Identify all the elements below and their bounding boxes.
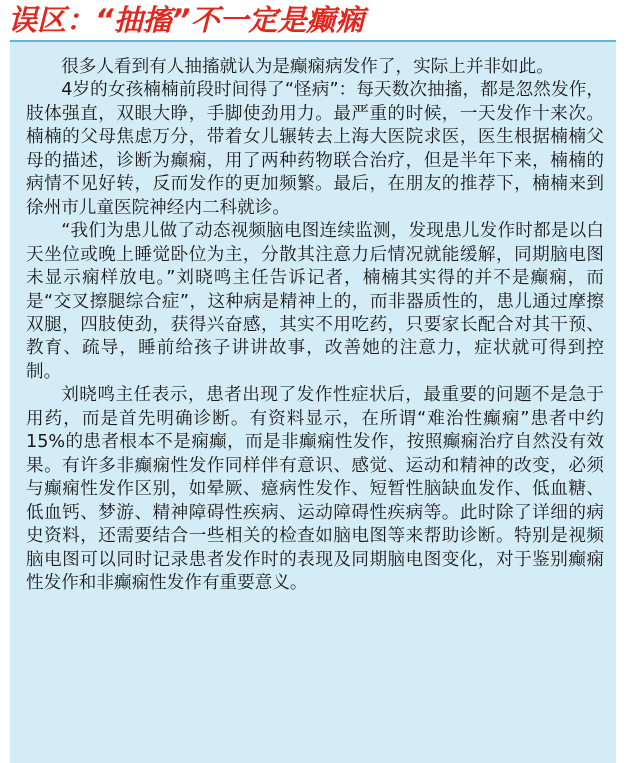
paragraph-intro: 很多人看到有人抽搐就认为是癫痫病发作了，实际上并非如此。 <box>61 57 554 77</box>
article-body <box>26 56 604 595</box>
paragraph-case: 4岁的女孩楠楠前段时间得了“怪病”：每天数次抽搐，都是忽然发作，肢体强直，双眼大睁，手脚使劲用力。最严重的时候，一天发作十来次。楠楠的父母焦虑万分，带着女儿辗转去上海大医院求医，医生根据楠楠父母的描述，诊断为癫痫，用了两种药物联合治疗，但是半年下来，楠楠的病情不见好转，反而发作的更加频繁。最后，在朋友的推荐下，楠楠来到徐州市儿童医院神经内二科就诊。 <box>26 80 604 218</box>
paragraph-advice: 刘晓鸣主任表示，患者出现了发作性症状后，最重要的问题不是急于用药，而是首先明确诊断。有资料显示，在所谓“难治性癫痫”患者中约15%的患者根本不是痫癫，而是非癫痫性发作，按照癫痫治疗自然没有效果。有许多非癫痫性发作同样伴有意识、感觉、运动和精神的改变，必须与癫痫性发作区别，如晕厥、癔病性发作、短暂性脑缺血发作、低血糖、低血钙、梦游、精神障碍性疾病、运动障碍性疾病等。此时除了详细的病史资料，还需要结合一些相关的检查如脑电图等来帮助诊断。特别是视频脑电图可以同时记录患者发作时的表现及同期脑电图变化，对于鉴别癫痫性发作和非癫痫性发作有重要意义。 <box>26 385 604 593</box>
article-title: 误区：“抽搐”不一定是癫痫 <box>8 3 365 37</box>
paragraph-diagnosis: “我们为患儿做了动态视频脑电图连续监测，发现患儿发作时都是以白天坐位或晚上睡觉卧位为主，分散其注意力后情况就能缓解，同期脑电图未显示痫样放电。”刘晓鸣主任告诉记者，楠楠其实得的并不是癫痫，而是“交叉擦腿综合症”，这种病是精神上的，而非器质性的，患儿通过摩擦双腿，四肢使劲，获得兴奋感，其实不用吃药，只要家长配合对其干预、教育、疏导，睡前给孩子讲讲故事，改善她的注意力，症状就可得到控制。 <box>26 221 604 382</box>
